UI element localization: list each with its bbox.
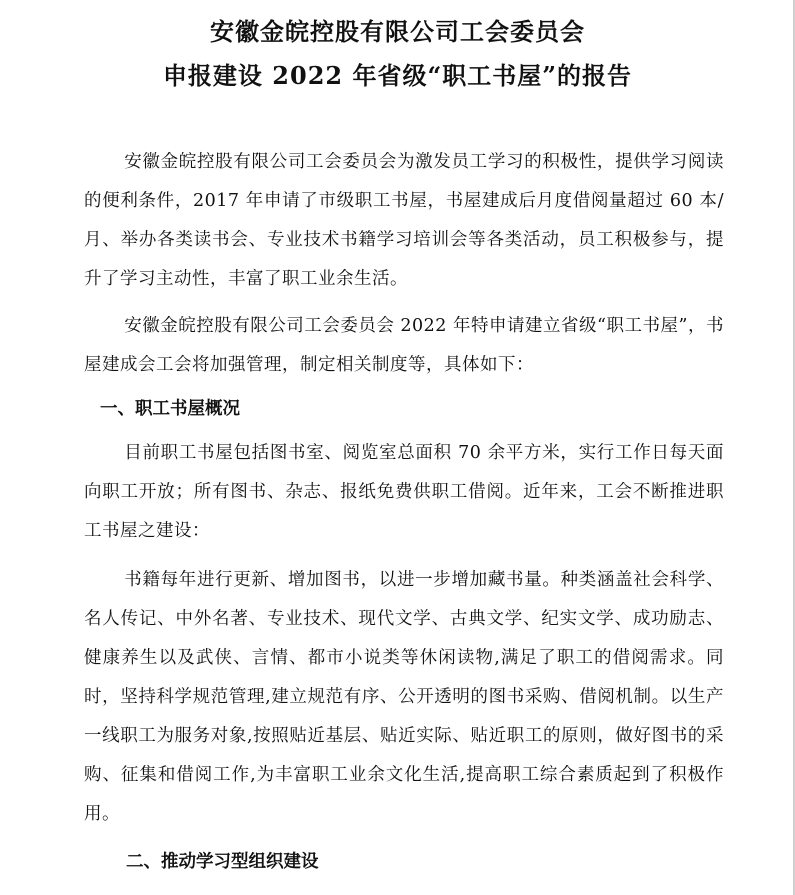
document-title-line-1: 安徽金皖控股有限公司工会委员会 xyxy=(210,17,585,46)
document-title-line-2: 申报建设 2022 年省级“职工书屋”的报告 xyxy=(162,61,633,90)
overview-paragraph: 目前职工书屋包括图书室、阅览室总面积 70 余平方米，实行工作日每天面向职工开放；所有图书、杂志、报纸免费供职工借阅。近年来，工会不断推进职工书屋之建设： xyxy=(84,443,724,541)
intro-paragraph: 安徽金皖控股有限公司工会委员会为激发员工学习的积极性，提供学习阅读的便利条件，2017 年申请了市级职工书屋，书屋建成后月度借阅量超过 60 本/月、举办各类读书会、专业技术书籍学习培训会等各类活动，员工积极参与，提升了学习主动性，丰富了职工业余生活。 xyxy=(84,152,724,289)
section-heading-1: 一、职工书屋概况 xyxy=(100,399,240,419)
section-heading-2: 二、推动学习型组织建设 xyxy=(126,852,319,872)
application-paragraph: 安徽金皖控股有限公司工会委员会 2022 年特申请建立省级“职工书屋”，书屋建成会工会将加强管理，制定相关制度等，具体如下： xyxy=(84,316,724,375)
books-paragraph: 书籍每年进行更新、增加图书，以进一步增加藏书量。种类涵盖社会科学、名人传记、中外名著、专业技术、现代文学、古典文学、纪实文学、成功励志、健康养生以及武侠、言情、都市小说类等休闲读物,满足了职工的借阅需求。同时，坚持科学规范管理,建立规范有序、公开透明的图书采购、借阅机制。以生产一线职工为服务对象,按照贴近基层、贴近实际、贴近职工的原则，做好图书的采购、征集和借阅工作,为丰富职工业余文化生活,提高职工综合素质起到了积极作用。 xyxy=(84,570,724,824)
